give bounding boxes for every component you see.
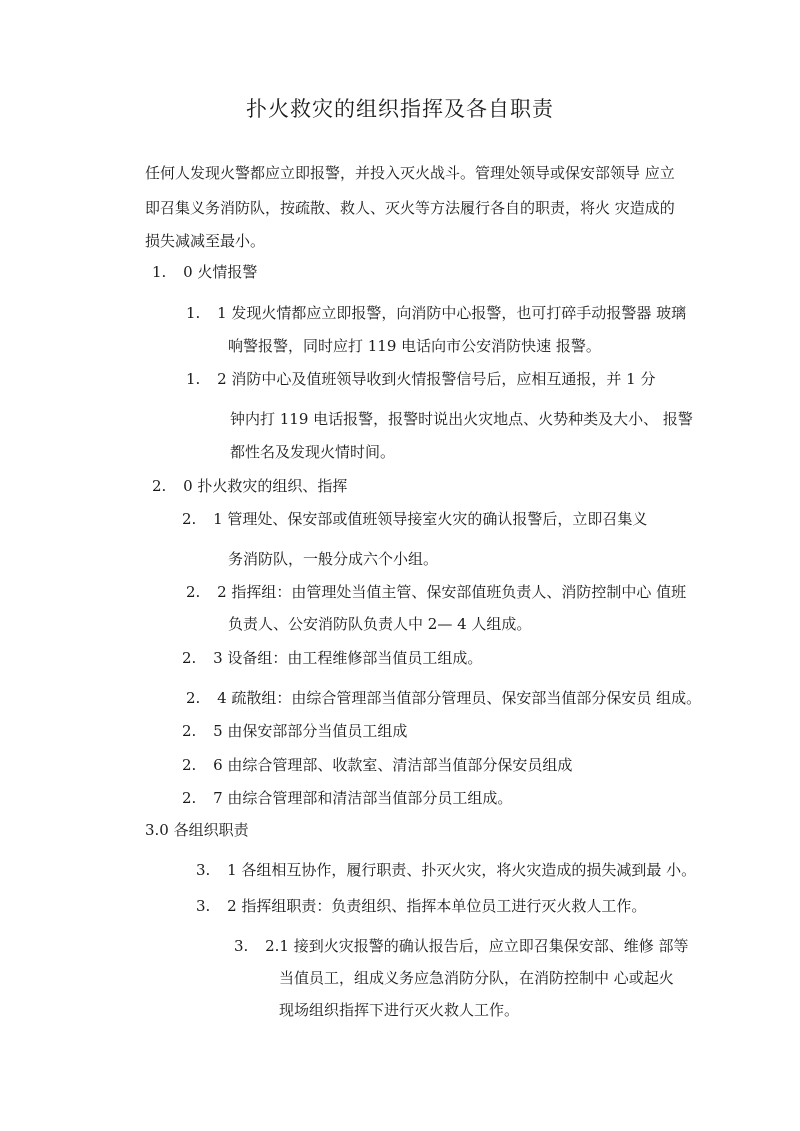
item-2-5-text-1: 5 由保安部部分当值员工组成: [213, 722, 408, 740]
intro-line-3: 损失减减至最小。: [145, 232, 266, 250]
item-3-2-line-1: [196, 896, 646, 916]
item-3-2-1-num: 3.: [234, 937, 249, 955]
item-2-2-line-1: [186, 582, 686, 602]
item-3-2-1-line-3: 现场组织指挥下进行灭火救人工作。: [279, 1001, 520, 1019]
intro-line-1: 任何人发现火警都应立即报警，并投入灭火战斗。管理处领导或保安部领导 应立: [145, 164, 675, 182]
section-2-heading-num: 2.: [152, 477, 167, 495]
item-1-1-line-1: [186, 303, 686, 323]
item-2-3-num: 2.: [182, 649, 197, 667]
item-1-2-line-1: [186, 369, 656, 389]
document-title: 扑火救灾的组织指挥及各自职责: [246, 97, 554, 121]
item-1-2-text-1: 2 消防中心及值班领导收到火情报警信号后，应相互通报，并 1 分: [217, 370, 656, 388]
item-3-2-num: 3.: [196, 897, 211, 915]
section-2-heading: [152, 476, 347, 496]
item-2-2-num: 2.: [186, 583, 201, 601]
item-1-1-text-1: 1 发现火情都应立即报警，向消防中心报警，也可打碎手动报警器 玻璃: [217, 304, 687, 322]
item-2-3-line-1: [182, 648, 482, 668]
item-2-6-text-1: 6 由综合管理部、收款室、清洁部当值部分保安员组成: [213, 756, 573, 774]
section-1-heading-num: 1.: [152, 263, 167, 281]
item-2-6-line-1: [182, 755, 572, 775]
section-3-heading: [145, 820, 249, 840]
item-2-2-text-1: 2 指挥组：由管理处当值主管、保安部值班负责人、消防控制中心 值班: [217, 583, 687, 601]
item-2-5-num: 2.: [182, 722, 197, 740]
section-1-heading: [152, 262, 257, 282]
item-2-5-line-1: [182, 721, 407, 741]
section-2-heading-text: 0 扑火救灾的组织、指挥: [183, 477, 348, 495]
item-2-1-line-2: 务消防队，一般分成六个小组。: [228, 550, 439, 568]
item-1-1-line-2: 响警报警，同时应打 119 电话向市公安消防快速 报警。: [228, 337, 601, 355]
item-2-4-text-1: 4 疏散组：由综合管理部当值部分管理员、保安部当值部分保安员 组成。: [217, 689, 702, 707]
item-3-1-num: 3.: [196, 861, 211, 879]
item-1-2-line-3: 都性名及发现火情时间。: [230, 443, 396, 461]
item-2-4-line-1: [186, 688, 701, 708]
item-1-2-num: 1.: [186, 370, 201, 388]
item-1-1-num: 1.: [186, 304, 201, 322]
item-3-1-line-1: [196, 860, 696, 880]
item-2-1-text-1: 1 管理处、保安部或值班领导接室火灾的确认报警后，立即召集义: [213, 510, 648, 528]
item-3-1-text-1: 1 各组相互协作，履行职责、扑灭火灾，将火灾造成的损失减到最 小。: [227, 861, 697, 879]
item-2-3-text-1: 3 设备组：由工程维修部当值员工组成。: [213, 649, 483, 667]
section-3-heading-text: 3.0 各组织职责: [145, 821, 249, 839]
section-1-heading-text: 0 火情报警: [183, 263, 258, 281]
item-2-6-num: 2.: [182, 756, 197, 774]
item-2-4-num: 2.: [186, 689, 201, 707]
item-1-2-line-2: 钟内打 119 电话报警，报警时说出火灾地点、火势种类及大小、 报警: [230, 410, 693, 428]
item-3-2-1-line-1: [234, 936, 689, 956]
item-2-7-num: 2.: [182, 789, 197, 807]
item-2-1-line-1: [182, 509, 647, 529]
item-2-7-line-1: [182, 788, 512, 808]
item-3-2-text-1: 2 指挥组职责：负责组织、指挥本单位员工进行灭火救人工作。: [227, 897, 647, 915]
intro-line-2: 即召集义务消防队，按疏散、救人、灭火等方法履行各自的职责，将火 灾造成的: [145, 199, 675, 217]
item-3-2-1-text-1: 2.1 接到火灾报警的确认报告后，应立即召集保安部、维修 部等: [265, 937, 689, 955]
item-2-2-line-2: 负责人、公安消防队负责人中 2— 4 人组成。: [228, 615, 532, 633]
item-2-7-text-1: 7 由综合管理部和清洁部当值部分员工组成。: [213, 789, 513, 807]
item-2-1-num: 2.: [182, 510, 197, 528]
item-3-2-1-line-2: 当值员工，组成义务应急消防分队，在消防控制中 心或起火: [279, 969, 674, 987]
